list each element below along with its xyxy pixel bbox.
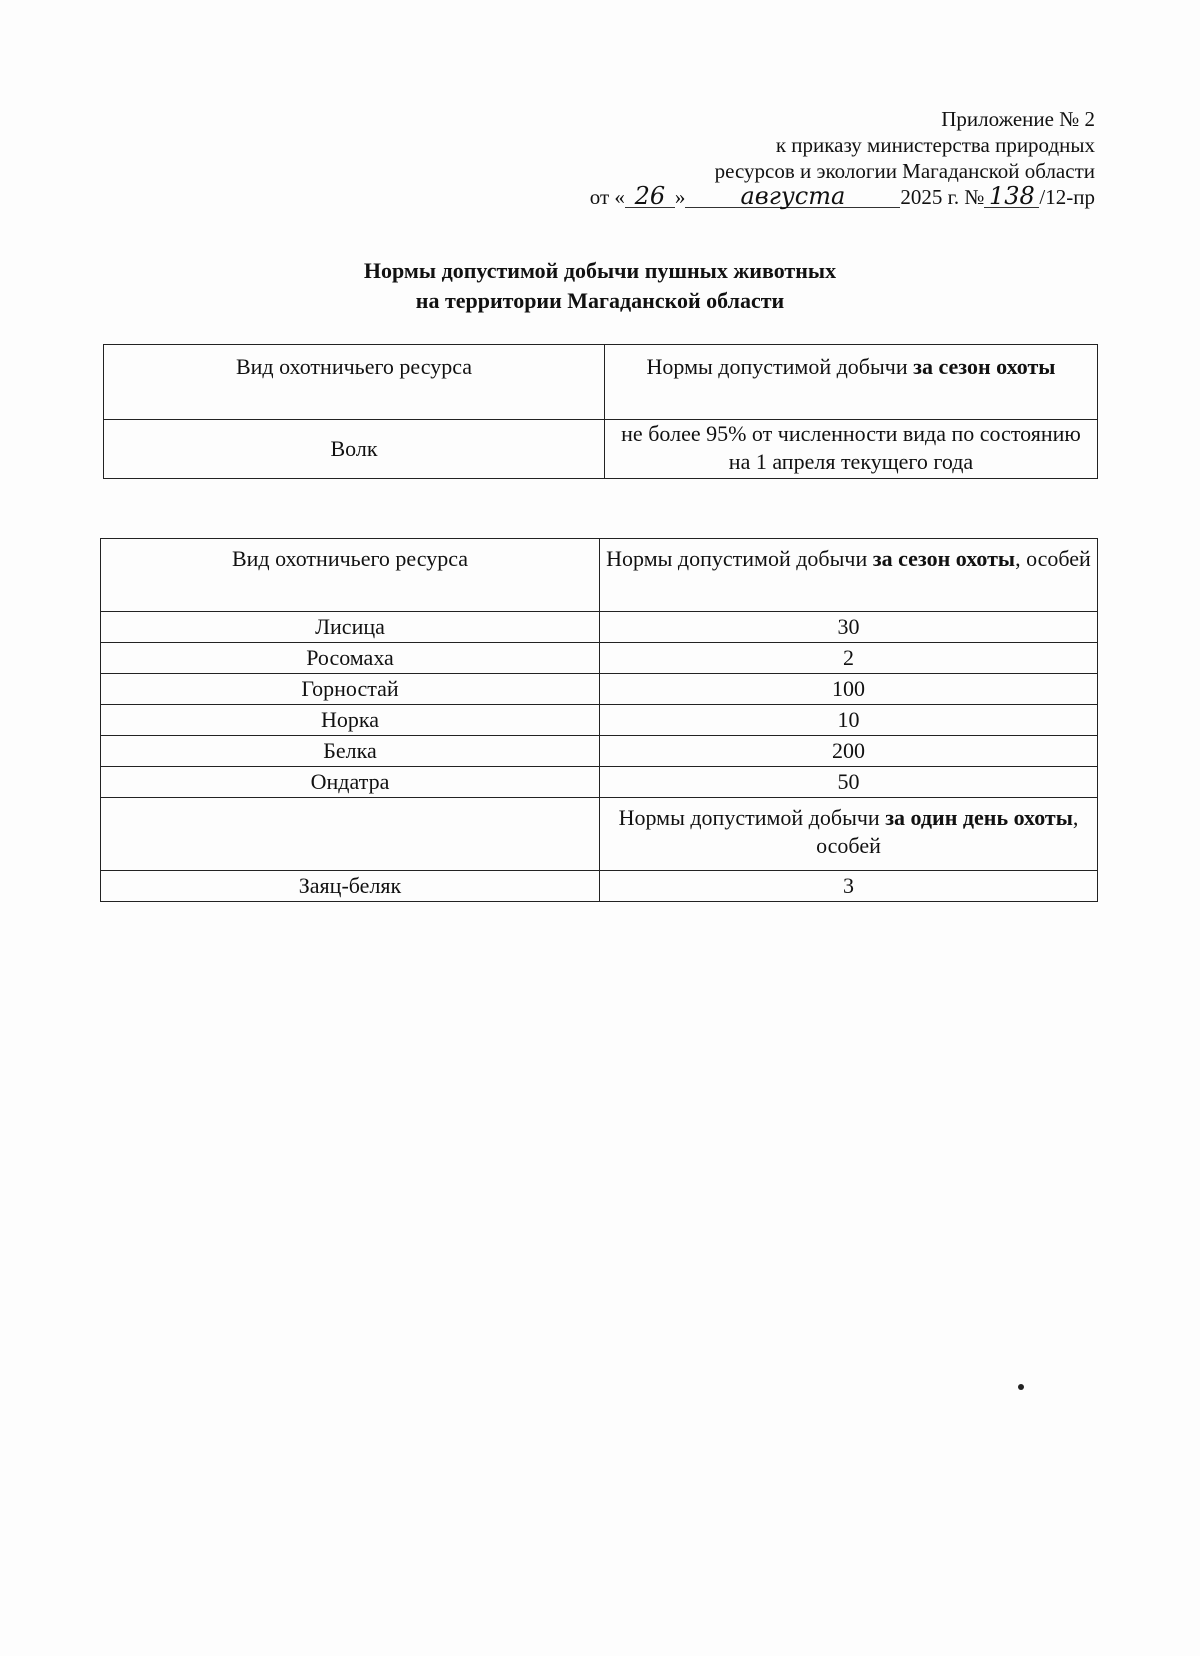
handwritten-order-number: 138 — [984, 185, 1039, 208]
table-header-row — [101, 539, 1098, 612]
order-date-line — [535, 184, 1095, 210]
norm-cell: не более 95% от численности вида по состоянию на 1 апреля текущего года — [605, 420, 1098, 479]
column-header-species: Вид охотничьего ресурса — [101, 539, 600, 612]
norm-header-tail: , особей — [1015, 546, 1091, 571]
species-cell: Росомаха — [101, 643, 600, 674]
table-row — [101, 612, 1098, 643]
species-cell: Волк — [104, 420, 605, 479]
species-cell: Лисица — [101, 612, 600, 643]
table-header-row — [104, 345, 1098, 420]
title-line-2: на территории Магаданской области — [415, 288, 785, 313]
table-row — [101, 767, 1098, 798]
norm-cell: 2 — [600, 643, 1098, 674]
species-cell: Горностай — [101, 674, 600, 705]
column-header-norm — [600, 539, 1098, 612]
table-row — [101, 705, 1098, 736]
document-title — [0, 256, 1200, 316]
appendix-header — [535, 106, 1095, 210]
species-cell: Белка — [101, 736, 600, 767]
daily-header-plain: Нормы допустимой добычи — [618, 805, 886, 830]
species-cell: Норка — [101, 705, 600, 736]
handwritten-month: августа — [685, 185, 900, 208]
species-cell: Заяц-беляк — [101, 871, 600, 902]
species-cell: Ондатра — [101, 767, 600, 798]
norm-cell: 50 — [600, 767, 1098, 798]
norm-header-bold: за сезон охоты — [913, 354, 1056, 379]
handwritten-day: 26 — [625, 185, 675, 208]
title-line-1: Нормы допустимой добычи пушных животных — [363, 258, 837, 283]
table-row — [101, 736, 1098, 767]
table-row — [101, 674, 1098, 705]
norm-cell: 3 — [600, 871, 1098, 902]
year-text: 2025 г. № — [900, 185, 985, 209]
fur-animals-norms-table — [100, 538, 1098, 902]
norm-header-plain: Нормы допустимой добычи — [646, 354, 914, 379]
norm-cell: 100 — [600, 674, 1098, 705]
ministry-name: ресурсов и экологии Магаданской области — [714, 159, 1095, 183]
norm-cell: 30 — [600, 612, 1098, 643]
empty-cell — [101, 798, 600, 871]
from-prefix: от « — [589, 185, 625, 209]
order-suffix: /12-пр — [1039, 185, 1095, 209]
norm-header-plain: Нормы допустимой добычи — [606, 546, 873, 571]
order-reference: к приказу министерства природных — [775, 133, 1095, 157]
table-row — [104, 420, 1098, 479]
column-header-norm — [605, 345, 1098, 420]
daily-header-tail: , особей — [816, 805, 1079, 858]
table-row — [101, 871, 1098, 902]
daily-norm-subheader-row — [101, 798, 1098, 871]
norm-cell: 200 — [600, 736, 1098, 767]
daily-norm-header — [600, 798, 1098, 871]
norm-cell: 10 — [600, 705, 1098, 736]
norm-header-bold: за сезон охоты — [872, 546, 1016, 571]
daily-header-bold: за один день охоты — [885, 805, 1073, 830]
quote-close: » — [674, 185, 686, 209]
appendix-number: Приложение № 2 — [941, 107, 1095, 131]
column-header-species: Вид охотничьего ресурса — [104, 345, 605, 420]
stray-dot-mark — [1018, 1384, 1024, 1390]
table-row — [101, 643, 1098, 674]
wolf-norms-table — [103, 344, 1098, 479]
